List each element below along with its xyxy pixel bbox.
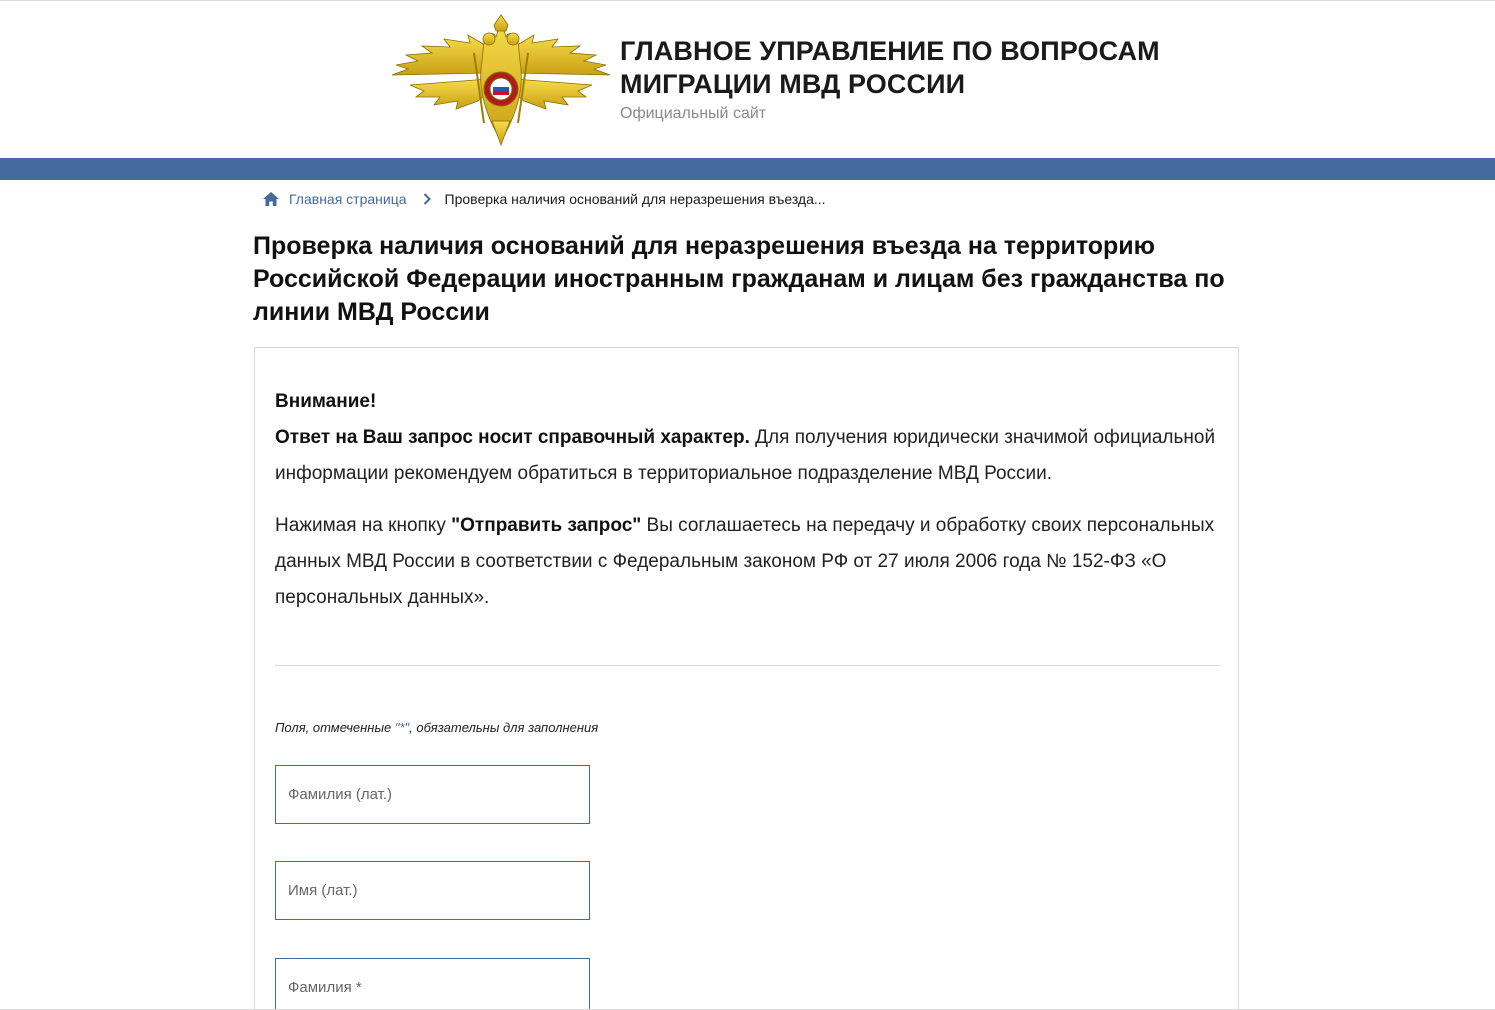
notice-paragraph-2 bbox=[275, 508, 1225, 616]
breadcrumb bbox=[263, 191, 826, 207]
notice-text-2-before: Нажимая на кнопку bbox=[275, 515, 452, 536]
notice-text-1: Для получения юридически значимой официальной информации рекомендуем обратиться в территориальное подразделение МВД России. bbox=[275, 427, 1216, 484]
latin-surname-input[interactable] bbox=[276, 766, 589, 823]
site-title-line1: ГЛАВНОЕ УПРАВЛЕНИЕ ПО ВОПРОСАМ bbox=[620, 36, 1160, 66]
required-fields-note bbox=[275, 720, 598, 735]
divider bbox=[275, 665, 1220, 666]
required-note-star: "*" bbox=[394, 720, 410, 735]
site-title bbox=[620, 35, 1160, 101]
surname-field[interactable] bbox=[275, 958, 590, 1010]
nav-bar bbox=[0, 158, 1495, 180]
breadcrumb-home-link[interactable]: Главная страница bbox=[289, 191, 407, 207]
latin-name-field[interactable] bbox=[275, 861, 590, 920]
chevron-right-icon bbox=[423, 193, 431, 205]
notice-button-reference: "Отправить запрос" bbox=[451, 515, 642, 536]
breadcrumb-current: Проверка наличия оснований для неразрешения въезда... bbox=[444, 191, 826, 207]
content-box bbox=[254, 347, 1239, 1010]
required-note-before: Поля, отмеченные bbox=[275, 720, 395, 735]
home-icon[interactable] bbox=[263, 192, 279, 206]
notice-heading: Внимание! bbox=[275, 391, 377, 412]
required-note-after: , обязательны для заполнения bbox=[409, 720, 599, 735]
site-title-line2: МИГРАЦИИ МВД РОССИИ bbox=[620, 69, 966, 99]
mvd-emblem-icon[interactable] bbox=[388, 13, 614, 147]
notice-bold-lead: Ответ на Ваш запрос носит справочный характер. bbox=[275, 427, 750, 448]
latin-surname-field[interactable] bbox=[275, 765, 590, 824]
surname-input[interactable] bbox=[276, 959, 589, 1010]
site-header bbox=[0, 1, 1495, 158]
page-title: Проверка наличия оснований для неразрешения въезда на территорию Российской Федерации иностранным гражданам и лицам без гражданства по линии МВД России bbox=[253, 232, 1225, 326]
site-subtitle: Официальный сайт bbox=[620, 105, 767, 122]
notice-paragraph-1 bbox=[275, 420, 1225, 492]
notice-block bbox=[275, 384, 1225, 616]
notice-text-2-after: Вы соглашаетесь на передачу и обработку своих персональных данных МВД России в соответствии с Федеральным законом РФ от 27 июля 2006 года № 152-ФЗ «О персональных данных». bbox=[275, 515, 1215, 608]
latin-name-input[interactable] bbox=[276, 862, 589, 919]
